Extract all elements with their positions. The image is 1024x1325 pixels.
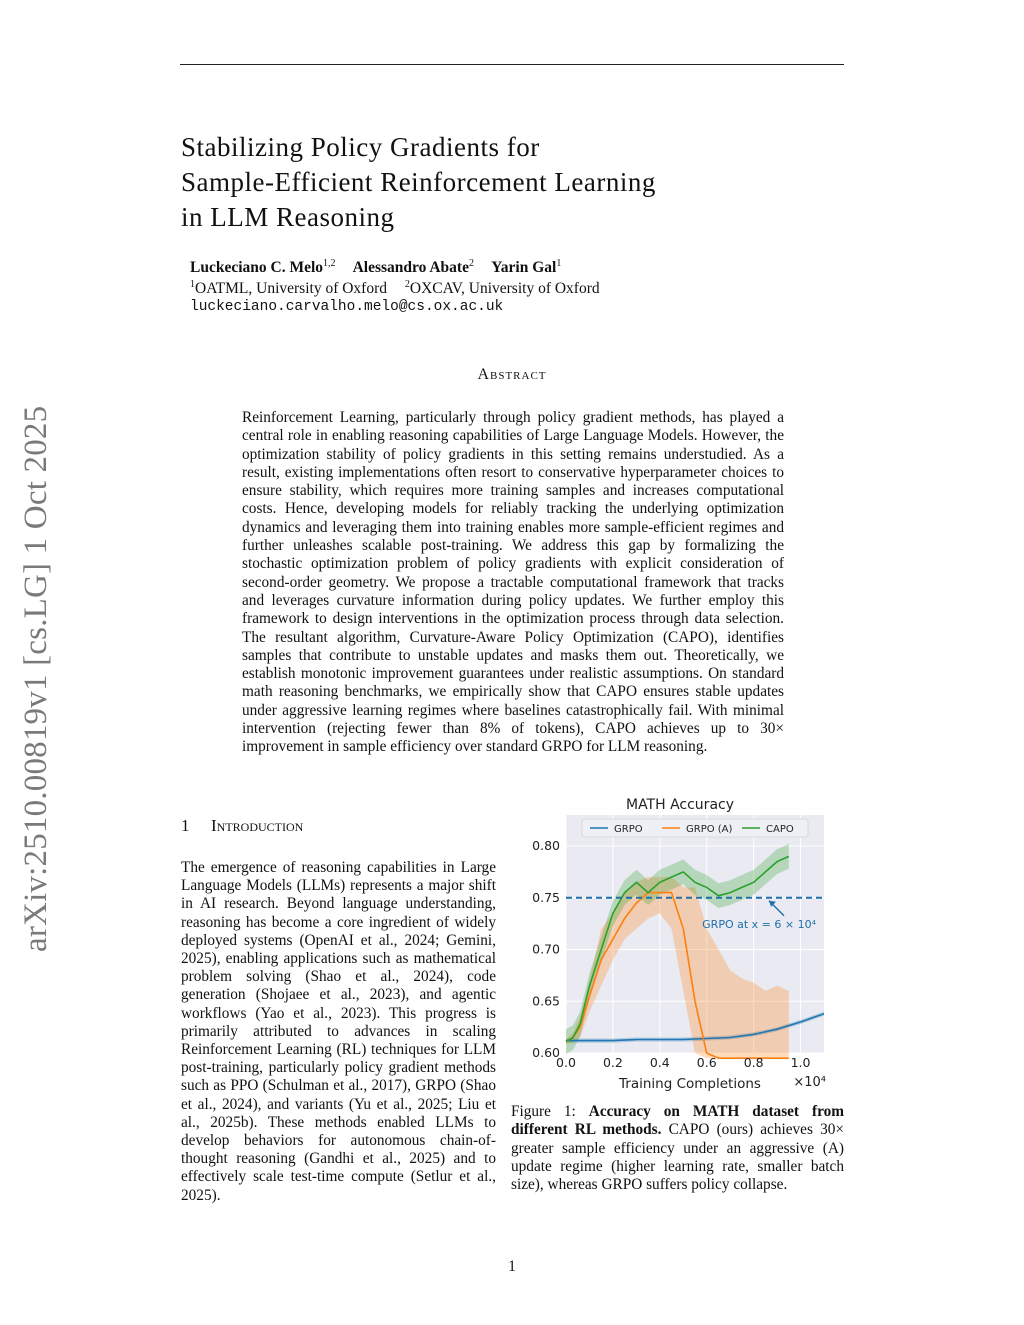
author-1-affil: 1,2 (323, 258, 336, 269)
affil-1: OATML, University of Oxford (195, 280, 388, 298)
figure-1-chart (510, 790, 840, 1100)
caption-bold: Accuracy on MATH dataset from different RL methods. (511, 1103, 844, 1139)
section-heading-introduction (181, 816, 303, 836)
math-accuracy-chart (510, 790, 840, 1100)
y-tick-label: 0.60 (532, 1045, 560, 1060)
y-axis-ticks (532, 838, 560, 1060)
x-tick-label: 0.8 (743, 1055, 764, 1070)
x-axis-label: Training Completions (619, 1076, 761, 1092)
x-tick-label: 0.2 (602, 1055, 623, 1070)
affiliations (190, 279, 600, 298)
author-email[interactable]: luckeciano.carvalho.melo@cs.ox.ac.uk (190, 299, 504, 315)
caption-label: Figure 1: (511, 1103, 576, 1120)
page-number: 1 (508, 1258, 516, 1275)
top-rule (180, 64, 844, 65)
chart-title: MATH Accuracy (625, 797, 735, 813)
author-3: Yarin Gal (491, 259, 557, 277)
abstract-text: Reinforcement Learning, particularly through policy gradient methods, has played a central role in enabling reasoning capabilities of Large Language Models. However, the optimization stability of policy gradients in this setting remains understudied. As a result, existing implementations often resort to conservative hyperparameter choices to ensure stability, which requires more training samples and increases computational costs. Hence, developing models for reliably tracking the underlying optimization dynamics and leveraging them into training enables more sample-efficient regimes and further unleashes scalable post-training. We address this gap by formalizing the stochastic optimization problem of policy gradients with explicit consideration of second-order geometry. We propose a tractable computational framework that tracks and leverages curvature information during policy updates. We further employ this framework to design interventions in the optimization process through data selection. The resultant algorithm, Curvature-Aware Policy Optimization (CAPO), identifies samples that contribute to unstable updates and masks them out. Theoretically, we establish monotonic improvement guarantees under realistic assumptions. On standard math reasoning benchmarks, we empirically show that CAPO ensures stable updates under aggressive learning regimes where baselines catastrophically fail. With minimal intervention (rejecting fewer than 8% of tokens), CAPO achieves up to 30× improvement in sample efficiency over standard GRPO for LLM reasoning. (242, 409, 784, 756)
x-tick-label: 0.0 (556, 1055, 576, 1070)
y-tick-label: 0.80 (532, 838, 560, 854)
author-list (190, 258, 561, 277)
reference-label: GRPO at x = 6 × 10⁴ (702, 917, 816, 931)
arxiv-identifier: arXiv:2510.00819v1 [cs.LG] 1 Oct 2025 (18, 405, 54, 952)
section-title: Introduction (211, 816, 304, 835)
legend-label: GRPO (614, 824, 643, 835)
author-3-affil: 1 (556, 258, 562, 269)
y-tick-label: 0.65 (532, 993, 560, 1009)
legend-label: GRPO (A) (686, 824, 733, 835)
x-axis-multiplier: ×10⁴ (793, 1075, 826, 1090)
figure-1-caption (511, 1103, 844, 1194)
y-tick-label: 0.75 (532, 889, 560, 905)
y-tick-label: 0.70 (532, 941, 560, 957)
x-tick-label: 1.0 (790, 1055, 811, 1070)
title-line-2: Sample-Efficient Reinforcement Learning (181, 167, 656, 197)
author-1: Luckeciano C. Melo (190, 259, 324, 277)
affil-1-mark: 1 (190, 279, 195, 290)
section-number: 1 (181, 816, 190, 835)
x-tick-label: 0.6 (696, 1055, 717, 1070)
author-2-affil: 2 (468, 258, 474, 269)
paper-title (181, 130, 841, 235)
legend-label: CAPO (766, 824, 794, 835)
affil-2: OXCAV, University of Oxford (409, 280, 600, 298)
title-line-3: in LLM Reasoning (181, 202, 395, 232)
introduction-text: The emergence of reasoning capabilities in Large Language Models (LLMs) represents a major shift in AI research. Beyond language understanding, reasoning has become a core ingredient of widely deployed systems (OpenAI et al., 2024; Gemini, 2025), enabling applications such as mathematical problem solving (Shao et al., 2024), code generation (Shojaee et al., 2023), and agentic workflows (Yao et al., 2023). This progress is primarily attributed to advances in scaling Reinforcement Learning (RL) techniques for LLM post-training, particularly policy gradient methods such as PPO (Schulman et al., 2017), GRPO (Shao et al., 2024), and variants (Yu et al., 2025; Liu et al., 2025b). These methods enabled LLMs to develop behaviors for autonomous chain-of-thought reasoning (Gandhi et al., 2025) and to effectively scale test-time compute (Setlur et al., 2025). (181, 859, 496, 1204)
author-2: Alessandro Abate (352, 259, 469, 277)
affil-2-mark: 2 (404, 279, 410, 290)
chart-legend (582, 819, 808, 837)
abstract-heading: Abstract (477, 366, 547, 383)
x-tick-label: 0.4 (649, 1055, 670, 1070)
caption-text: CAPO (ours) achieves 30× greater sample efficiency under an aggressive (A) update regime (higher learning rate, smaller batch size), whereas GRPO suffers policy collapse. (511, 1121, 845, 1194)
title-line-1: Stabilizing Policy Gradients for (181, 132, 540, 162)
